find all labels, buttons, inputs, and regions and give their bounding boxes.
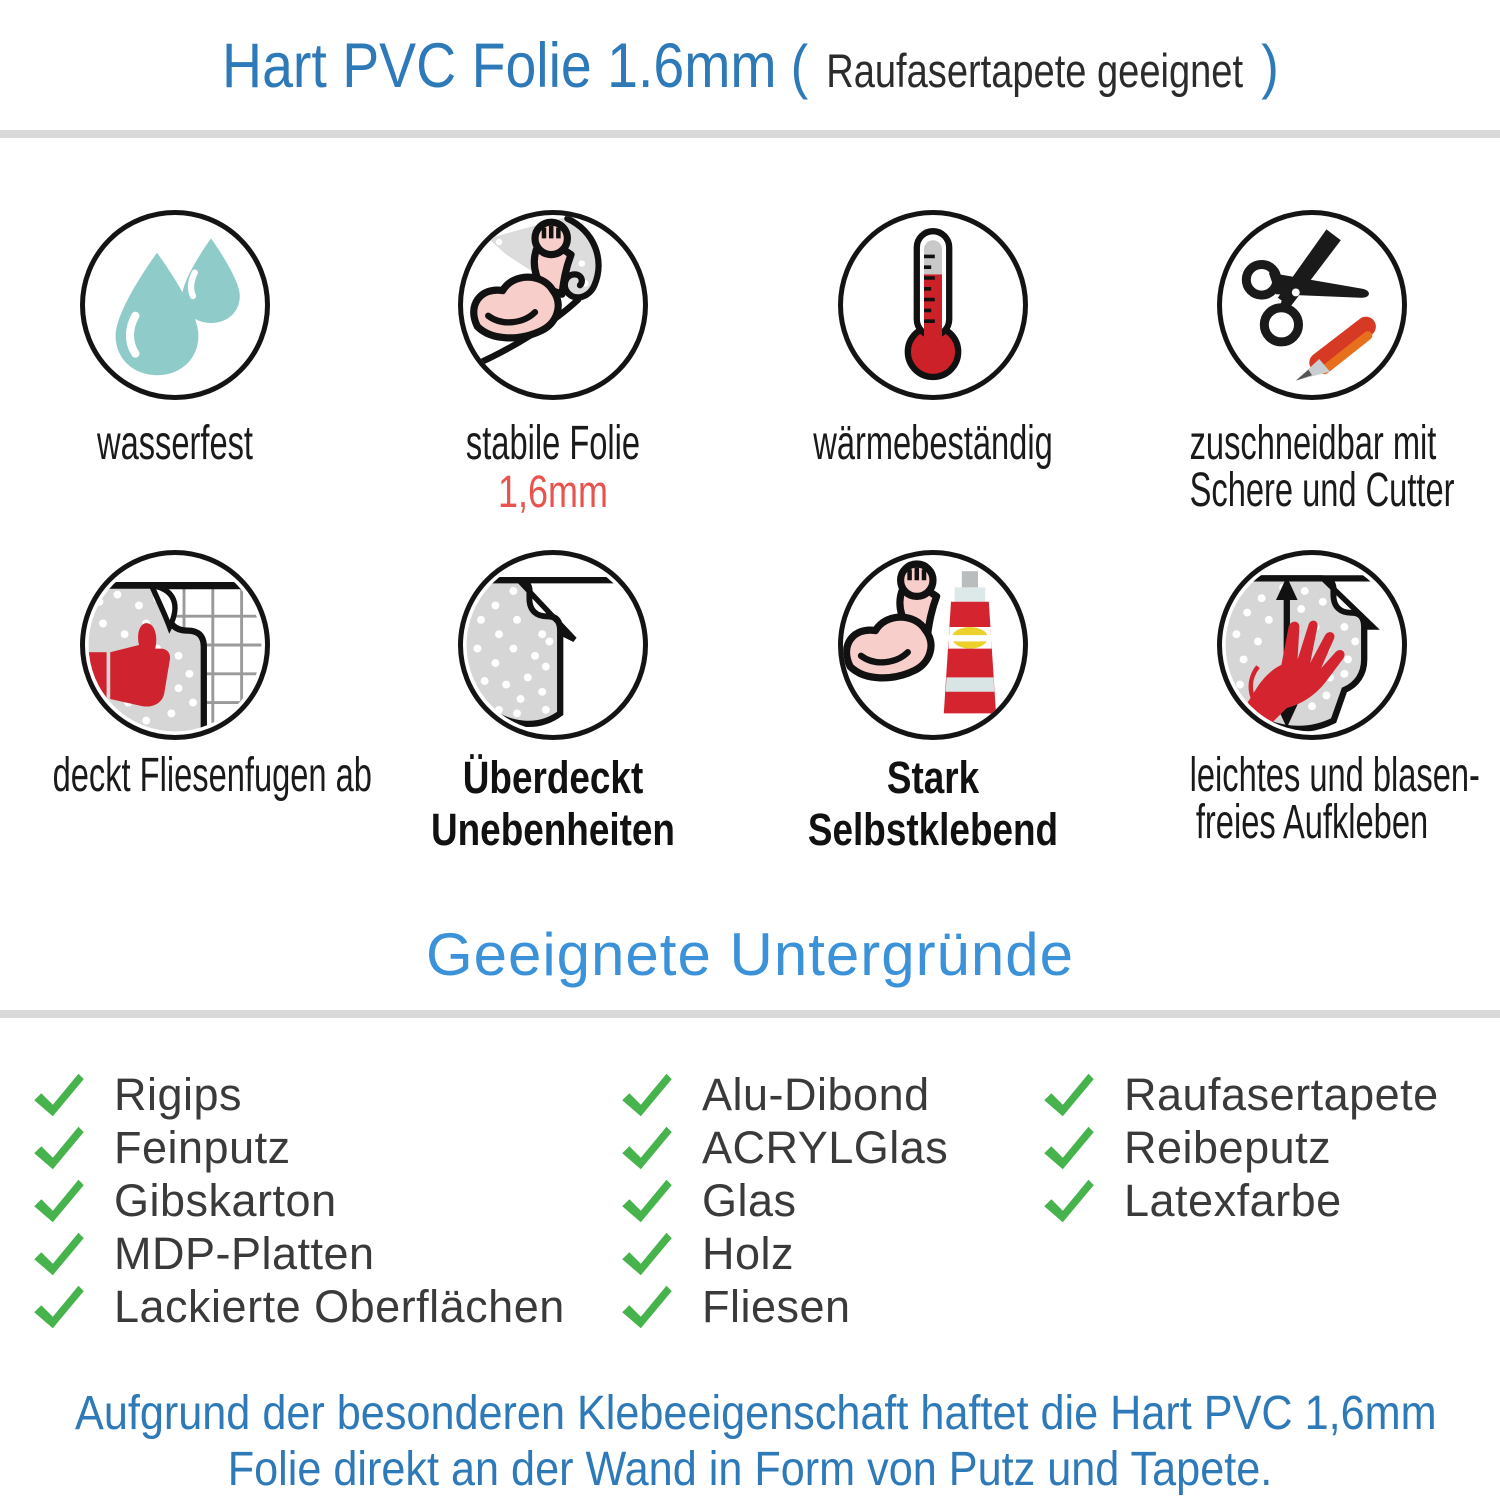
list-item: [618, 1227, 948, 1280]
feature-waterproof: [0, 210, 355, 470]
substrate-column-2: [618, 1068, 948, 1333]
thermometer-icon: [838, 210, 1028, 400]
check-icon: [30, 1125, 88, 1171]
title-paren-close: ): [1260, 33, 1279, 100]
list-item: [30, 1174, 565, 1227]
divider-middle: [0, 1010, 1500, 1018]
feature-thickness: 1,6mm: [497, 466, 609, 517]
section-heading: Geeignete Untergründe: [425, 921, 1075, 988]
feature-label: leichtes und blasen-: [1189, 749, 1480, 802]
substrate-label: ACRYLGlas: [702, 1121, 949, 1173]
check-icon: [30, 1072, 88, 1118]
feature-label-2: Selbstklebend: [807, 804, 1059, 855]
feature-self-adhesive: [753, 550, 1113, 856]
feature-label-2: Unebenheiten: [430, 804, 675, 855]
page-title: [0, 30, 1500, 102]
feature-label-2: Schere und Cutter: [1189, 464, 1455, 517]
feature-covers-unevenness: [373, 550, 733, 856]
self-adhesive-icon: [838, 550, 1028, 740]
list-item: [1040, 1068, 1439, 1121]
substrate-label: Gibskarton: [114, 1174, 337, 1226]
list-item: [30, 1121, 565, 1174]
substrate-column-3: [1040, 1068, 1439, 1227]
list-item: [30, 1068, 565, 1121]
list-item: [1040, 1174, 1439, 1227]
list-item: [618, 1174, 948, 1227]
feature-bubble-free: [1132, 550, 1492, 849]
substrate-label: Reibeputz: [1124, 1121, 1332, 1173]
title-paren-open: (: [790, 33, 808, 100]
footer-line-1: Aufgrund der besonderen Klebeeigenschaft haftet die Hart PVC 1,6mm: [75, 1387, 1437, 1440]
check-icon: [30, 1231, 88, 1277]
list-item: [618, 1280, 948, 1333]
substrate-label: Glas: [702, 1174, 797, 1226]
check-icon: [30, 1178, 88, 1224]
feature-label: stabile Folie: [465, 417, 641, 470]
feature-label: Überdeckt: [462, 752, 644, 803]
substrate-label: Holz: [702, 1227, 795, 1279]
title-main: Hart PVC Folie 1.6mm: [221, 31, 777, 101]
check-icon: [618, 1231, 676, 1277]
list-item: [618, 1068, 948, 1121]
feature-label: wasserfest: [97, 417, 253, 470]
water-drops-icon: [80, 210, 270, 400]
bubble-free-icon: [1217, 550, 1407, 740]
substrate-label: Feinputz: [114, 1121, 291, 1173]
feature-cuttable: [1132, 210, 1492, 517]
check-icon: [30, 1284, 88, 1330]
divider-top: [0, 130, 1500, 138]
features-grid: [0, 205, 1500, 925]
substrate-label: Latexfarbe: [1124, 1174, 1342, 1226]
list-item: [1040, 1121, 1439, 1174]
check-icon: [1040, 1072, 1098, 1118]
check-icon: [1040, 1125, 1098, 1171]
feature-label: deckt Fliesenfugen ab: [52, 749, 372, 802]
substrate-label: Fliesen: [702, 1280, 851, 1332]
footer-note: [0, 1386, 1500, 1498]
tile-joints-icon: [80, 550, 270, 740]
substrate-label: Alu-Dibond: [702, 1068, 930, 1120]
scissors-cutter-icon: [1217, 210, 1407, 400]
strong-foil-icon: [458, 210, 648, 400]
feature-label: zuschneidbar mit: [1189, 417, 1437, 470]
check-icon: [618, 1125, 676, 1171]
check-icon: [618, 1178, 676, 1224]
substrate-label: Lackierte Oberflächen: [114, 1280, 565, 1332]
footer-line-2: Folie direkt an der Wand in Form von Putz und Tapete.: [227, 1443, 1273, 1496]
feature-covers-tile-joints: [0, 550, 372, 802]
substrate-column-1: [30, 1068, 565, 1333]
check-icon: [1040, 1178, 1098, 1224]
check-icon: [618, 1072, 676, 1118]
substrate-label: Rigips: [114, 1068, 243, 1120]
title-subtitle: Raufasertapete geeignet: [825, 44, 1243, 97]
feature-label: wärmebeständig: [813, 417, 1053, 470]
check-icon: [618, 1284, 676, 1330]
list-item: [30, 1280, 565, 1333]
list-item: [30, 1227, 565, 1280]
feature-stable-foil: [373, 210, 733, 517]
cover-unevenness-icon: [458, 550, 648, 740]
feature-label: Stark: [886, 752, 980, 803]
list-item: [618, 1121, 948, 1174]
substrate-label: Raufasertapete: [1124, 1068, 1439, 1120]
substrate-label: MDP-Platten: [114, 1227, 375, 1279]
feature-heat-resistant: [753, 210, 1113, 470]
feature-label-2: freies Aufkleben: [1195, 796, 1429, 849]
